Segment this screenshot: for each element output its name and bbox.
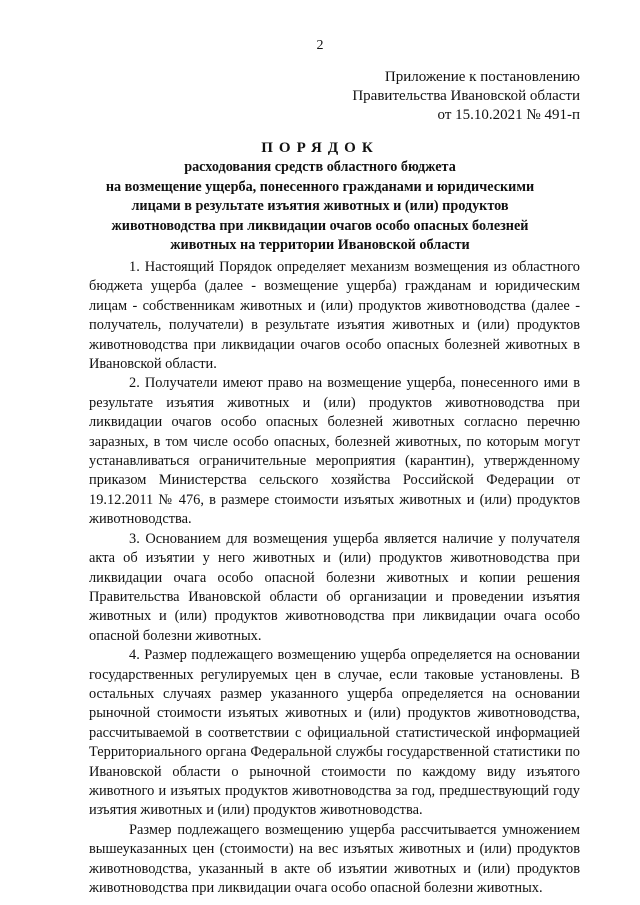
paragraph-3: 3. Основанием для возмещения ущерба является наличие у получателя акта об изъятии у него животных и (или) продуктов животноводства при ликвидации очага особо опасной болезни животных и копии решения Правительства Ивановской области об организации и проведении изъятия животных и (или) продуктов животноводства при ликвидации очага особо опасной болезни животных. (89, 530, 580, 644)
paragraph-2: 2. Получатели имеют право на возмещение ущерба, понесенного ими в результате изъятия животных и (или) продуктов животноводства при ликвидации очагов особо опасных болезней животных согласно перечню заразных, в том числе особо опасных, болезней животных, по которым могут устанавливаться ограничительные мероприятия (карантин), утвержденному приказом Министерства сельского хозяйства Российской Федерации от 19.12.2011 № 476, в размере стоимости изъятых животных и (или) продуктов животноводства. (89, 375, 580, 528)
title-subtitle-line: лицами в результате изъятия животных и (или) продуктов (131, 198, 509, 215)
page-number: 2 (316, 38, 324, 53)
appendix-line-3: от 15.10.2021 № 491-п (437, 107, 580, 123)
appendix-line-1: Приложение к постановлению (384, 69, 580, 85)
appendix-line-2: Правительства Ивановской области (352, 88, 580, 104)
document-title (60, 138, 580, 256)
title-heading: ПОРЯДОК (261, 140, 379, 156)
document-body (89, 258, 580, 898)
title-subtitle-line: животноводства при ликвидации очагов особо опасных болезней (111, 217, 529, 234)
title-subtitle-line: животных на территории Ивановской области (170, 237, 470, 254)
title-subtitle-line: расходования средств областного бюджета (184, 159, 456, 175)
paragraph-5: Размер подлежащего возмещению ущерба рассчитывается умножением вышеуказанных цен (стоимости) на вес изъятых животных и (или) продуктов животноводства, указанный в акте об изъятии животных и (или) продуктов животноводства при ликвидации очага особо опасной болезни животных. (89, 821, 580, 896)
title-subtitle-line: на возмещение ущерба, понесенного гражданами и юридическими (105, 178, 535, 195)
paragraph-1: 1. Настоящий Порядок определяет механизм возмещения из областного бюджета ущерба (далее - возмещение ущерба) гражданам и юридическим лицам - собственникам животных и (или) продуктов животноводства (далее - получатель, получатели) в результате изъятия животных и (или) продуктов животноводства при ликвидации очагов особо опасных болезней животных в Ивановской области. (89, 259, 580, 373)
paragraph-4: 4. Размер подлежащего возмещению ущерба определяется на основании государственных регулируемых цен в случае, если таковые установлены. В остальных случаях размер указанного ущерба определяется на основании рыночной стоимости изъятых животных и (или) продуктов животноводства, рассчитываемой в соответствии с официальной статистической информацией Территориального органа Федеральной службы государственной статистики по Ивановской области о рыночной стоимости по каждому виду изъятого животного и изъятых продуктов животноводства за год, предшествующий году изъятия животных и (или) продуктов животноводства. (89, 647, 580, 819)
appendix-note (352, 68, 580, 125)
